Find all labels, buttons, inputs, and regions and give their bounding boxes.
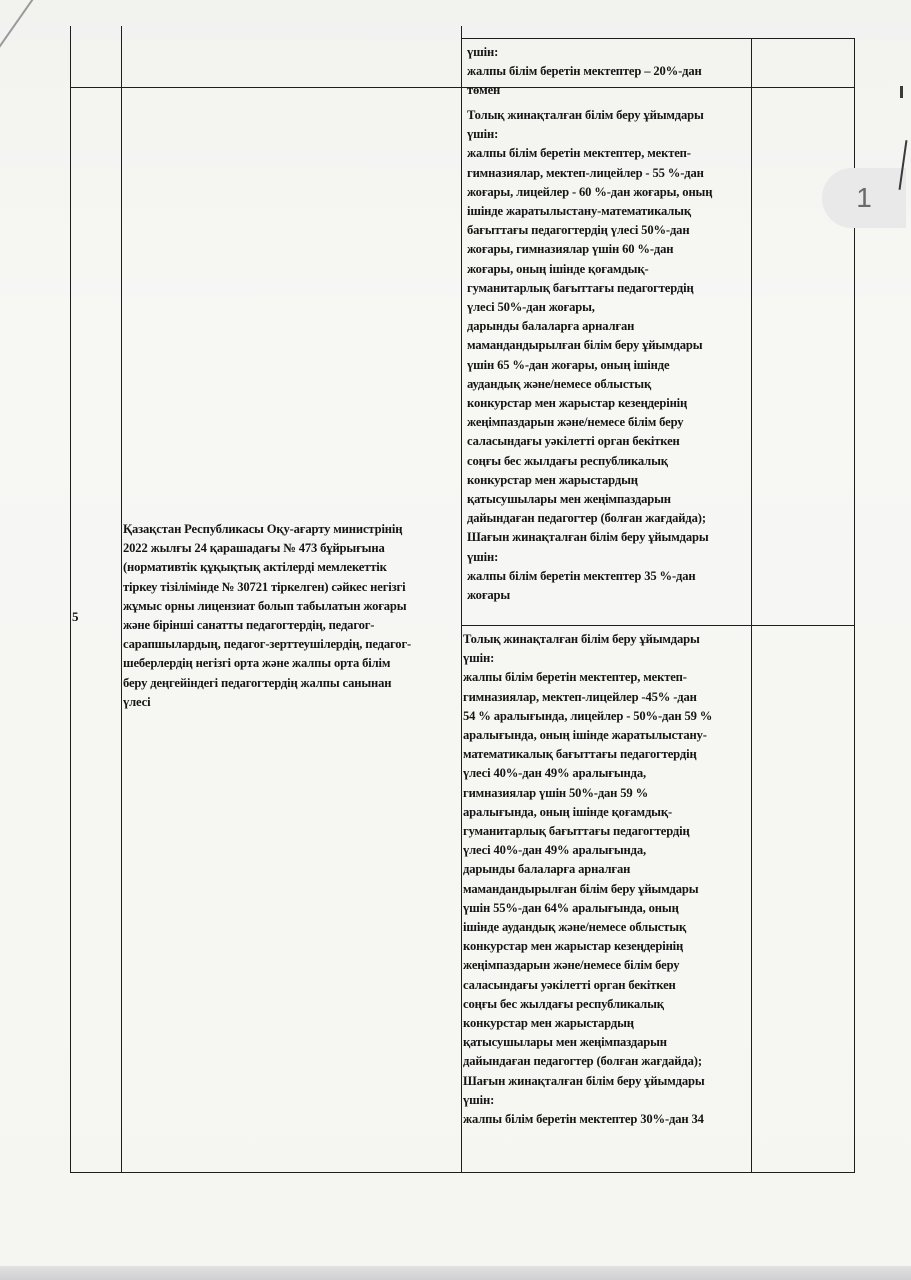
criteria-table: [70, 26, 855, 1173]
row-rule-2: [461, 625, 855, 626]
page-fold-line: [0, 0, 40, 65]
row-rule-bottom: [70, 1172, 855, 1173]
page-number-badge: 1: [822, 168, 906, 228]
row-rule-top: [461, 38, 855, 39]
photo-edge-shadow: [0, 1266, 911, 1280]
criteria-high-level: Толық жинақталған білім беру ұйымдары үшін: жалпы білім беретін мектептер, мектеп- гимназиялар, мектеп-лицейлер - 55 %-дан жоғары, лицейлер - 60 %-дан жоғары, оның ішінде жаратылыстану-математикалық бағыттағы педагогтердің үлесі 50%-дан жоғары, гимназиялар үшін 60 %-дан жоғары, оның ішінде қоғамдық- гуманитарлық бағыттағы педагогтердің үлесі 50%-дан жоғары, дарынды балаларға арналған мамандандырылған білім беру ұйымдары үшін 65 %-дан жоғары, оның ішінде аудандық және/немесе облыстық конкурстар мен жарыстар кезеңдерінің жеңімпаздарын және/немесе білім беру саласындағы уәкілетті орган бекіткен соңғы бес жылдағы республикалық конкурстар мен жарыстардың қатысушылары мен жеңімпаздарын дайындаған педагогтер (болған жағдайда); Шағын жинақталған білім беру ұйымдары үшін: жалпы білім беретін мектептер 35 %-дан жоғары: [467, 108, 713, 603]
table-border-left: [70, 26, 71, 1173]
criteria-low-continuation: үшін: жалпы білім беретін мектептер – 20%-дан төмен: [467, 45, 702, 98]
column-divider-1: [121, 26, 122, 1173]
edge-mark: [900, 86, 903, 98]
criteria-medium-level: Толық жинақталған білім беру ұйымдары үшін: жалпы білім беретін мектептер, мектеп- гимназиялар, мектеп-лицейлер -45% -дан 54 % аралығында, лицейлер - 50%-дан 59 % аралығында, оның ішінде жаратылыстану- математикалық бағыттағы педагогтердің үлесі 40%-дан 49% аралығында, гимназиялар үшін 50%-дан 59 % аралығында, оның ішінде қоғамдық- гуманитарлық бағыттағы педагогтердің үлесі 40%-дан 49% аралығында, дарынды балаларға арналған мамандандырылған білім беру ұйымдары үшін 55%-дан 64% аралығында, оның ішінде аудандық және/немесе облыстық конкурстар мен жарыстар кезеңдерінің жеңімпаздарын және/немесе білім беру саласындағы уәкілетті орган бекіткен соңғы бес жылдағы республикалық конкурстар мен жарыстардың қатысушылары мен жеңімпаздарын дайындаған педагогтер (болған жағдайда); Шағын жинақталған білім беру ұйымдары үшін: жалпы білім беретін мектептер 30%-дан 34: [463, 632, 713, 1127]
indicator-description: Қазақстан Республикасы Оқу-ағарту министрінің 2022 жылғы 24 қарашадағы № 473 бұйрығына (нормативтік құқықтық актілерді мемлекеттік тіркеу тізілімінде № 30721 тіркелген) сәйкес негізгі жұмыс орны лицензиат болып табылатын жоғары және бірінші санатты педагогтердің, педагог- сарапшылардың, педагог-зерттеушілердің, педагог- шеберлердің негізгі орта және жалпы орта білім беру деңгейіндегі педагогтердің жалпы санынан үлесі: [123, 522, 412, 709]
row-number: 5: [72, 609, 79, 624]
